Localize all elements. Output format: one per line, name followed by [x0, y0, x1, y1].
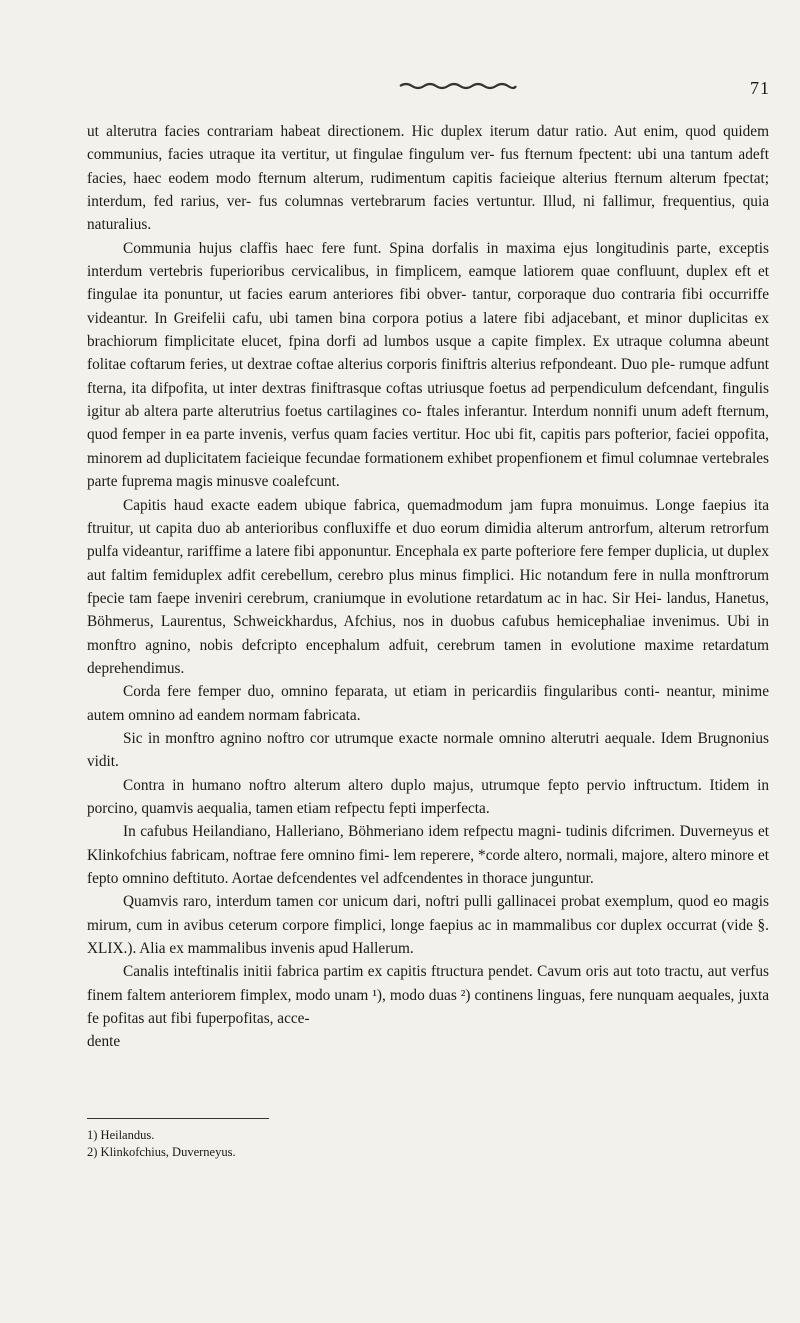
- paragraph: Contra in humano noftro alterum altero duplo majus, utrumque fepto pervio inftructum. Itidem in porcino, quamvis aequalia, tamen etiam refpectu fepti imperfecta.: [87, 776, 769, 817]
- footnote: 2) Klinkofchius, Duverneyus.: [87, 1145, 236, 1159]
- footnotes: [87, 1127, 487, 1161]
- paragraph: Corda fere femper duo, omnino feparata, ut etiam in pericardiis fingularibus conti- neantur, minime autem omnino ad eandem normam fabricata.: [87, 683, 769, 724]
- page-number: 71: [750, 78, 770, 98]
- paragraph: Canalis inteftinalis initii fabrica partim ex capitis ftructura pendet. Cavum oris aut toto tractu, aut verfus finem faltem anteriorem fimplex, modo unam ¹), modo duas ²) continens linguas, fere nunquam aequales, juxta fe pofitas aut fibi fuperpofitas, acce-: [87, 963, 769, 1028]
- catchword: dente: [87, 1033, 121, 1051]
- paragraph: Communia hujus claffis haec fere funt. Spina dorfalis in maxima ejus longitudinis parte, exceptis interdum vertebris fuperioribus cervicalibus, in fimplicem, eamque latiorem quae confluunt, duplex eft et fingulae ita ponuntur, ut facies earum anteriores fibi obver- tantur, corporaque duo contraria fibi occurriffe videantur. In Greifelii cafu, ubi tamen bina corpora potius a latere fibi adjacebant, et minor duplicitas ex brachiorum fimplicitate elucet, fpina dorfi ad lumbos usque a capite fimplex. Ex utraque columna abeunt folitae coftarum feries, ut dextrae coftae alterius corporis finiftris alterius refpondeant. Duo ple- rumque adfunt fterna, ita difpofita, ut inter dextras finiftrasque coftas utriusque foetus ad perpendiculum defcendant, fingulis igitur ab altera parte alterutrius foetus cartilagines co- ftales inferantur. Interdum nonnifi unum adeft fternum, quod femper in ea parte invenis, verfus quam facies vertitur. Hoc ubi fit, capitis pars pofterior, faciei oppofita, minorem ad duplicitatem facieique fecundae formationem exhibet propenfionem et fimul columnae vertebrales parte fuprema magis minusve coalefcunt.: [87, 239, 769, 491]
- paragraph: Sic in monftro agnino noftro cor utrumque exacte normale omnino alterutri aequale. Idem Brugnonius vidit.: [87, 729, 769, 771]
- paragraph: Quamvis raro, interdum tamen cor unicum dari, noftri pulli gallinacei probat exemplum, quod eo magis mirum, cum in avibus ceterum corpore fimplici, longe faepius ac in mammalibus cor duplex occurrat (vide §. XLIX.). Alia ex mammalibus invenis apud Hallerum.: [87, 893, 769, 958]
- body-text: [87, 120, 769, 1054]
- footnote-divider: [87, 1118, 269, 1119]
- paragraph: Capitis haud exacte eadem ubique fabrica, quemadmodum jam fupra monuimus. Longe faepius ita ftruitur, ut capita duo ab anterioribus confluxiffe et duo eorum dimidia alterum antrorfum, alterum retrorfum pulfa videantur, rariffime a latere fibi apponuntur. Encephala ex parte pofteriore fere femper duplicia, ut duplex aut faltim femiduplex adfit cerebellum, cerebro plus minus fimplici. Hic notandum fere in nulla monftrorum fpecie tam faepe inveniri cerebrum, craniumque in evolutione retardatum ac in hac. Sir Hei- landus, Hanetus, Böhmerus, Laurentus, Schweickhardus, Afchius, nos in duobus cafubus hemicephaliae invenimus. Ubi in monftro agnino, nobis defcripto encephalum adfuit, cerebrum tamen in evolutione maxime retardatum deprehendimus.: [87, 496, 769, 677]
- ornament-rule: [398, 81, 518, 91]
- footnote: 1) Heilandus.: [87, 1128, 155, 1142]
- paragraph: In cafubus Heilandiano, Halleriano, Böhmeriano idem refpectu magni- tudinis difcrimen. Duverneyus et Klinkofchius fabricam, noftrae fere omnino fimi- lem reperere, *corde altero, normali, majore, altero minore et fepto omnino deftituto. Aortae defcendentes vel adfcendentes in thorace junguntur.: [87, 823, 769, 887]
- paragraph: ut alterutra facies contrariam habeat directionem. Hic duplex iterum datur ratio. Aut enim, quod quidem communius, facies utraque ita vertitur, ut fingulae fingulum ver- fus fternum fpectent: ubi una tantum adeft facies, haec eodem modo fternum alterum, rudimentum capitis facieique alterius fternum alterum fpectat; interdum, fed rarius, ver- fus columnas vertebrarum facies vertuntur. Illud, ni fallimur, frequentius, quia naturalius.: [87, 123, 769, 234]
